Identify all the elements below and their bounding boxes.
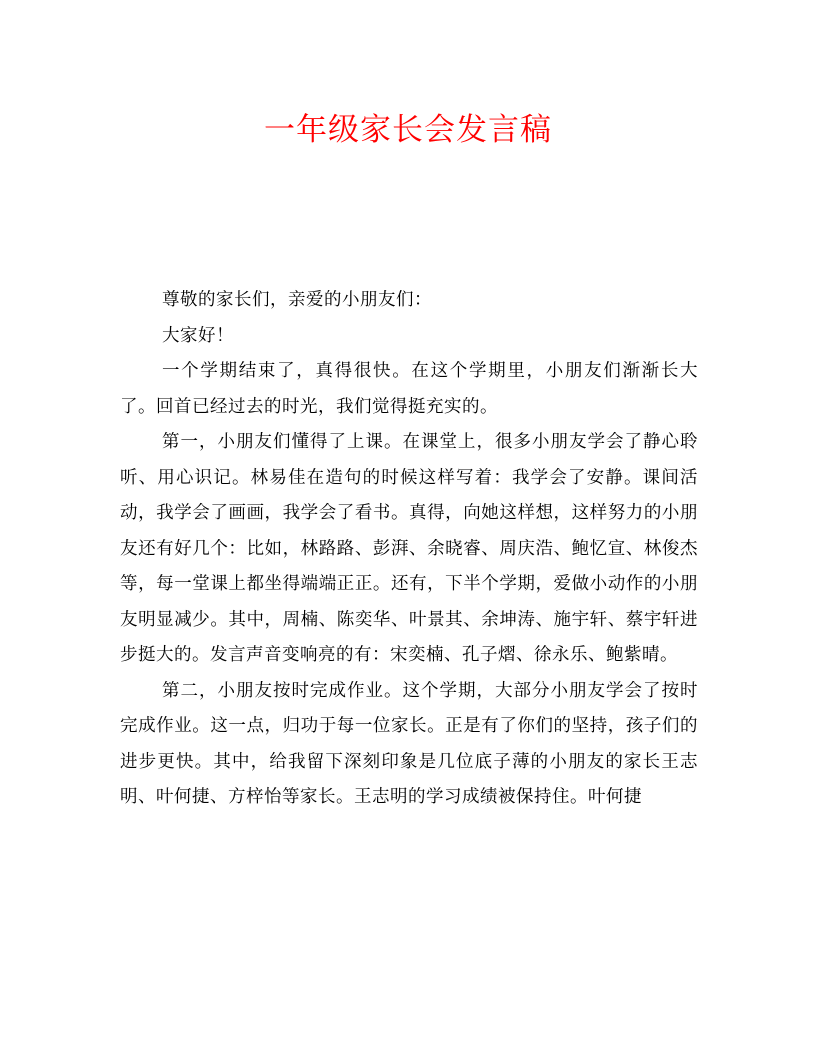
salutation: 尊敬的家长们，亲爱的小朋友们： bbox=[162, 290, 432, 310]
greeting: 大家好！ bbox=[162, 325, 234, 346]
document-body bbox=[120, 283, 698, 816]
paragraph-second-point: 第二，小朋友按时完成作业。这个学期，大部分小朋友学会了按时完成作业。这一点，归功于每一位家长。正是有了你们的坚持，孩子们的进步更快。其中，给我留下深刻印象是几位底子薄的小朋友的家长王志明、叶何捷、方梓怡等家长。王志明的学习成绩被保持住。叶何捷 bbox=[120, 680, 698, 807]
paragraph-intro: 一个学期结束了，真得很快。在这个学期里，小朋友们渐渐长大了。回首已经过去的时光，我们觉得挺充实的。 bbox=[120, 361, 698, 417]
document-title: 一年级家长会发言稿 bbox=[264, 112, 552, 148]
paragraph-first-point: 第一，小朋友们懂得了上课。在课堂上，很多小朋友学会了静心聆听、用心识记。林易佳在造句的时候这样写着：我学会了安静。课间活动，我学会了画画，我学会了看书。真得，向她这样想，这样努力的小朋友还有好几个：比如，林路路、彭湃、余晓睿、周庆浩、鲍忆宣、林俊杰等，每一堂课上都坐得端端正正。还有，下半个学期，爱做小动作的小朋友明显减少。其中，周楠、陈奕华、叶景其、余坤涛、施宇轩、蔡宇轩进步挺大的。发言声音变响亮的有：宋奕楠、孔子熠、徐永乐、鲍紫晴。 bbox=[120, 432, 698, 665]
